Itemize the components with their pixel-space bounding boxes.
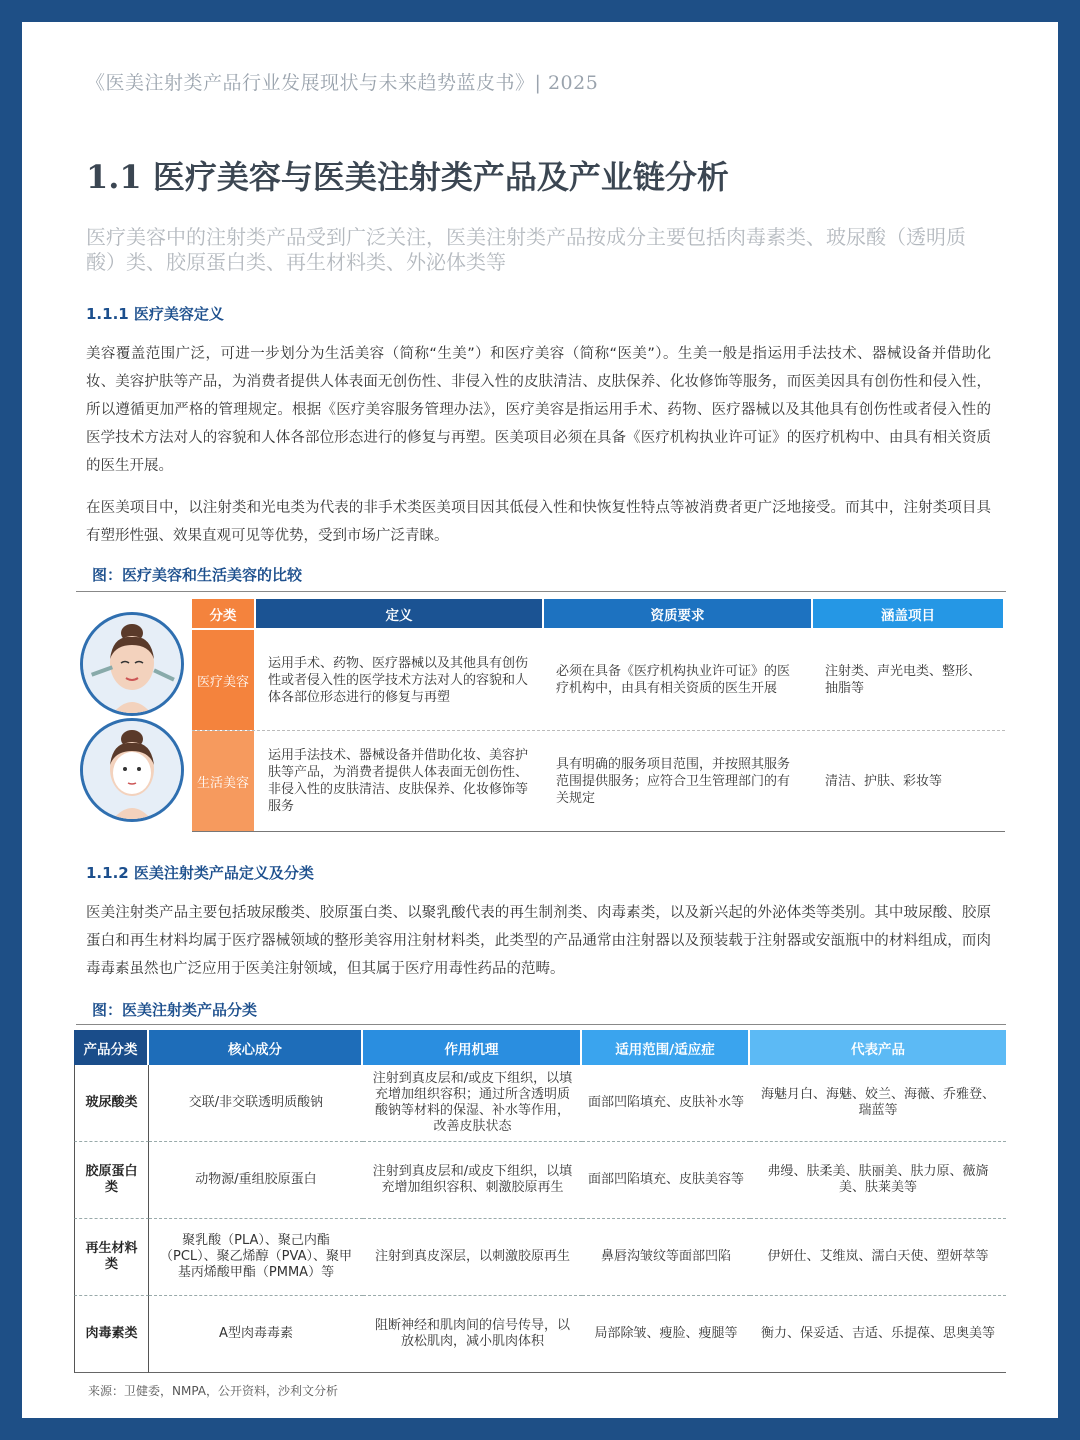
figure-caption-classification: 图：医美注射类产品分类 [92,1001,258,1019]
table-row [74,1296,1006,1373]
indication: 局部除皱、瘦脸、瘦腿等 [582,1296,750,1373]
comparison-table [192,599,1005,832]
table-row [74,1142,1006,1219]
header-product-category: 产品分类 [74,1030,149,1065]
coverage-medical: 注射类、声光电类、整形、抽脂等 [825,664,982,696]
section-heading-1-1-2: 1.1.2 医美注射类产品定义及分类 [86,864,314,882]
classification-header-row [74,1030,1006,1065]
indication: 鼻唇沟皱纹等面部凹陷 [582,1219,750,1296]
representative-products: 衡力、保妥适、吉适、乐提葆、思奥美等 [750,1296,1006,1373]
page-title: 1.1 医疗美容与医美注射类产品及产业链分析 [86,158,729,196]
figure-caption-comparison: 图：医疗美容和生活美容的比较 [92,566,303,584]
classification-table [74,1030,1006,1373]
header-representative-products: 代表产品 [750,1030,1006,1065]
header-mechanism: 作用机理 [363,1030,582,1065]
core-ingredient: 聚乳酸（PLA）、聚己内酯（PCL）、聚乙烯醇（PVA）、聚甲基丙烯酸甲酯（PMMA）等 [149,1219,363,1296]
divider [76,591,1006,592]
table-row [74,1219,1006,1296]
product-category: 玻尿酸类 [74,1065,149,1142]
definition-life: 运用手法技术、器械设备并借助化妆、美容护肤等产品，为消费者提供人体表面无创伤性、非侵入性的皮肤清洁、皮肤保养、化妆修饰等服务 [268,748,529,814]
divider [76,1024,1006,1025]
life-beauty-avatar-icon [80,718,184,822]
comparison-row-medical [192,630,1005,731]
section1-paragraph-1: 美容覆盖范围广泛，可进一步划分为生活美容（简称“生美”）和医疗美容（简称“医美”）。生美一般是指运用手法技术、器械设备并借助化妆、美容护肤等产品，为消费者提供人体表面无创伤性、非侵入性的皮肤清洁、皮肤保养、化妆修饰等服务，而医美因具有创伤性和侵入性，所以遵循更加严格的管理规定。根据《医疗美容服务管理办法》，医疗美容是指运用手术、药物、医疗器械以及其他具有创伤性或者侵入性的医学技术方法对人的容貌和人体各部位形态进行的修复与再塑。医美项目必须在具备《医疗机构执业许可证》的医疗机构中、由具有相关资质的医生开展。 [86,346,991,474]
category-medical: 医疗美容 [192,630,254,730]
qualification-medical: 必须在具备《医疗机构执业许可证》的医疗机构中，由具有相关资质的医生开展 [556,664,791,696]
mechanism: 注射到真皮层和/或皮下组织，以填充增加组织容积、刺激胶原再生 [363,1142,582,1219]
mechanism: 阻断神经和肌肉间的信号传导，以放松肌肉，减小肌肉体积 [363,1296,582,1373]
definition-medical: 运用手术、药物、医疗器械以及其他具有创伤性或者侵入性的医学技术方法对人的容貌和人体各部位形态进行的修复与再塑 [268,655,529,705]
header-core-ingredient: 核心成分 [149,1030,363,1065]
page-subtitle: 医疗美容中的注射类产品受到广泛关注，医美注射类产品按成分主要包括肉毒素类、玻尿酸（透明质酸）类、胶原蛋白类、再生材料类、外泌体类等 [86,225,966,274]
category-life: 生活美容 [192,731,254,831]
indication: 面部凹陷填充、皮肤美容等 [582,1142,750,1219]
coverage-life: 清洁、护肤、彩妆等 [825,773,943,789]
indication: 面部凹陷填充、皮肤补水等 [582,1065,750,1142]
representative-products: 伊妍仕、艾维岚、濡白天使、塑妍萃等 [750,1219,1006,1296]
section1-paragraph-2: 在医美项目中，以注射类和光电类为代表的非手术类医美项目因其低侵入性和快恢复性特点等被消费者更广泛地接受。而其中，注射类项目具有塑形性强、效果直观可见等优势，受到市场广泛青睐。 [86,500,991,544]
header-coverage: 涵盖项目 [813,599,1003,628]
section2-paragraph: 医美注射类产品主要包括玻尿酸类、胶原蛋白类、以聚乳酸代表的再生制剂类、肉毒素类，以及新兴起的外泌体类等类别。其中玻尿酸、胶原蛋白和再生材料均属于医疗器械领域的整形美容用注射材料类，此类型的产品通常由注射器以及预装载于注射器或安瓿瓶中的材料组成，而肉毒毒素虽然也广泛应用于医美注射领域，但其属于医疗用毒性药品的范畴。 [86,905,991,977]
page [22,22,1058,1418]
comparison-row-life [192,731,1005,832]
table-row [74,1065,1006,1142]
mechanism: 注射到真皮层和/或皮下组织，以填充增加组织容积；通过所含透明质酸钠等材料的保湿、补水等作用，改善皮肤状态 [363,1065,582,1142]
product-category: 肉毒素类 [74,1296,149,1373]
qualification-life: 具有明确的服务项目范围，并按照其服务范围提供服务；应符合卫生管理部门的有关规定 [556,756,791,806]
core-ingredient: A型肉毒毒素 [149,1296,363,1373]
comparison-header-row [192,599,1005,628]
mechanism: 注射到真皮深层，以刺激胶原再生 [363,1219,582,1296]
header-qualification: 资质要求 [544,599,811,628]
header-category: 分类 [192,599,254,628]
product-category: 胶原蛋白类 [74,1142,149,1219]
header-indication: 适用范围/适应症 [582,1030,750,1065]
product-category: 再生材料类 [74,1219,149,1296]
core-ingredient: 动物源/重组胶原蛋白 [149,1142,363,1219]
source-note: 来源：卫健委，NMPA，公开资料，沙利文分析 [88,1384,339,1398]
representative-products: 海魅月白、海魅、姣兰、海薇、乔雅登、瑞蓝等 [750,1065,1006,1142]
representative-products: 弗缦、肤柔美、肤丽美、肤力原、薇旖美、肤莱美等 [750,1142,1006,1219]
report-header: 《医美注射类产品行业发展现状与未来趋势蓝皮书》| 2025 [86,72,599,94]
section-heading-1-1-1: 1.1.1 医疗美容定义 [86,305,224,323]
medical-beauty-avatar-icon [80,612,184,716]
core-ingredient: 交联/非交联透明质酸钠 [149,1065,363,1142]
header-definition: 定义 [256,599,542,628]
